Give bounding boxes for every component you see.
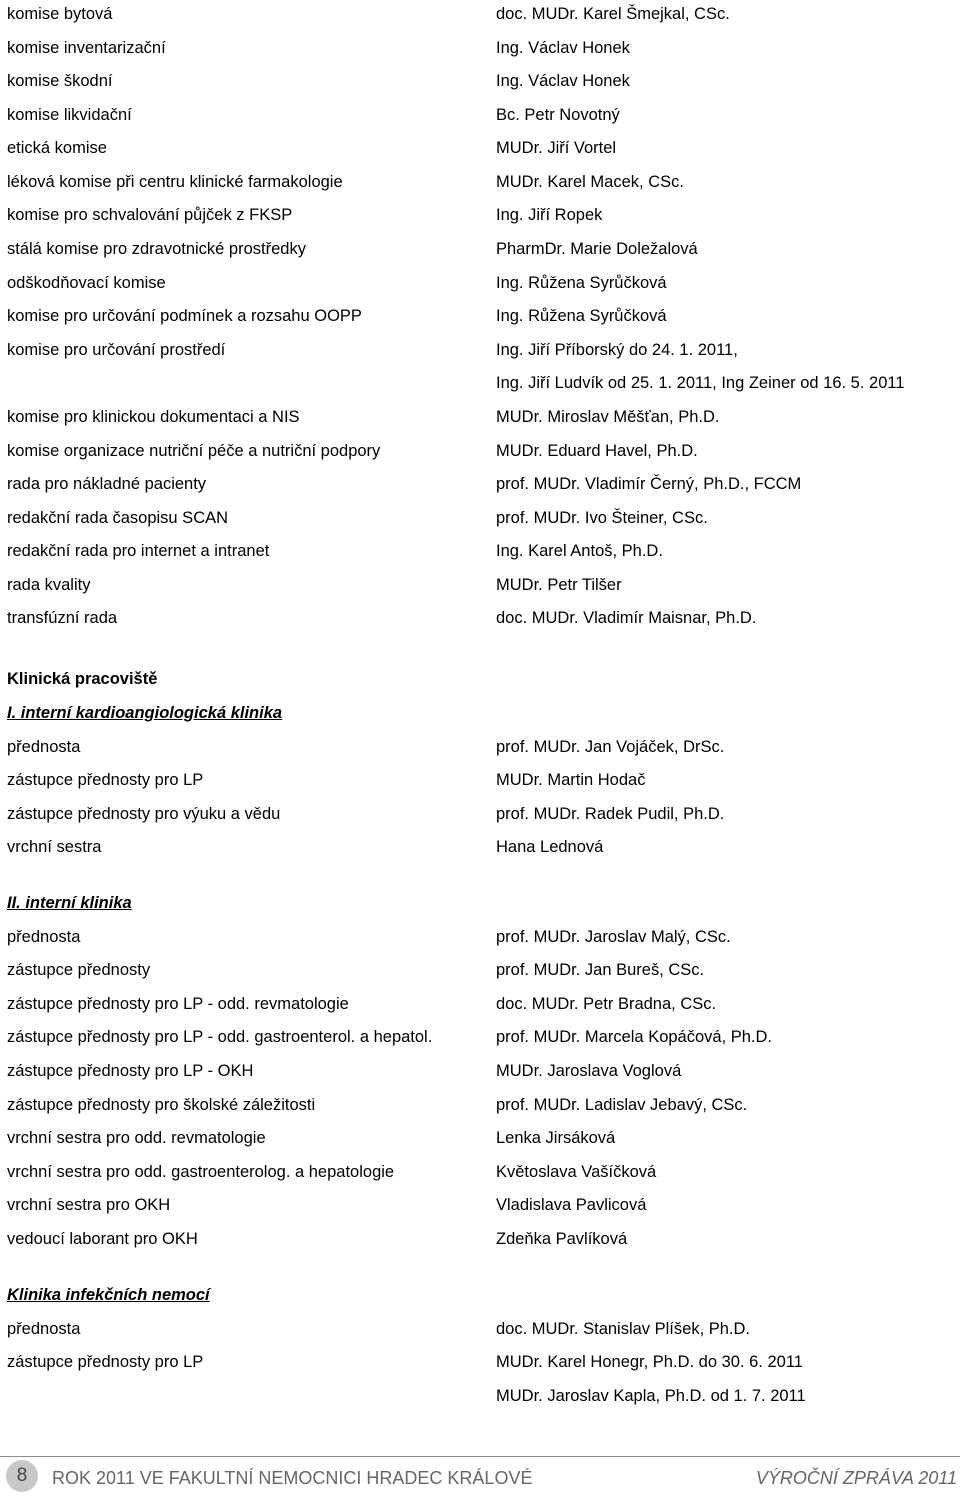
staff-row [7,1161,957,1183]
committee-name: komise bytová [7,5,113,23]
committee-row [7,305,957,327]
committee-person: MUDr. Petr Tilšer [496,576,622,594]
committee-person: doc. MUDr. Karel Šmejkal, CSc. [496,5,730,23]
committee-name: etická komise [7,139,107,157]
role-label: vrchní sestra pro odd. gastroenterolog. a hepatologie [7,1163,395,1181]
person-name: MUDr. Jaroslav Kapla, Ph.D. od 1. 7. 2011 [496,1387,806,1405]
person-name: Zdeňka Pavlíková [496,1230,628,1248]
person-name: MUDr. Martin Hodač [496,771,646,789]
committee-person: Ing. Jiří Příborský do 24. 1. 2011, [496,341,738,359]
committee-row [7,507,957,529]
staff-row [7,1228,957,1250]
committee-person: MUDr. Jiří Vortel [496,139,617,157]
staff-row [7,1060,957,1082]
committee-name: komise inventarizační [7,39,166,57]
staff-row [7,803,957,825]
person-name: Hana Lednová [496,838,604,856]
committee-person: Ing. Jiří Ludvík od 25. 1. 2011, Ing Zeiner od 16. 5. 2011 [496,374,905,392]
role-label: zástupce přednosty pro LP - odd. gastroenterol. a hepatol. [7,1028,433,1046]
committee-name: komise škodní [7,72,113,90]
person-name: Lenka Jirsáková [496,1129,616,1147]
person-name: MUDr. Karel Honegr, Ph.D. do 30. 6. 2011 [496,1353,803,1371]
footer-divider [0,1456,960,1457]
committee-row [7,3,957,25]
committee-row [7,137,957,159]
committee-row [7,204,957,226]
committee-row [7,37,957,59]
committee-row [7,70,957,92]
committee-person: Bc. Petr Novotný [496,106,620,124]
person-name: MUDr. Jaroslava Voglová [496,1062,682,1080]
role-label: přednosta [7,928,81,946]
staff-row [7,736,957,758]
committee-row [7,171,957,193]
clinic-title: Klinika infekčních nemocí [7,1286,210,1304]
role-label: zástupce přednosty pro LP - odd. revmatologie [7,995,349,1013]
committee-row [7,406,957,428]
staff-row [7,959,957,981]
role-label: vedoucí laborant pro OKH [7,1230,198,1248]
committee-person: prof. MUDr. Vladimír Černý, Ph.D., FCCM [496,475,802,493]
committee-name: transfúzní rada [7,609,118,627]
staff-row [7,1194,957,1216]
person-name: Vladislava Pavlicová [496,1196,647,1214]
page-footer [0,1442,960,1498]
committee-name: léková komise při centru klinické farmakologie [7,173,343,191]
committee-person: MUDr. Eduard Havel, Ph.D. [496,442,698,460]
staff-row [7,769,957,791]
committee-row [7,339,957,361]
staff-row [7,926,957,948]
committee-name: komise pro schvalování půjček z FKSP [7,206,293,224]
clinic-title: II. interní klinika [7,894,132,912]
footer-left-text: ROK 2011 VE FAKULTNÍ NEMOCNICI HRADEC KRÁLOVÉ [52,1468,533,1488]
person-name: prof. MUDr. Radek Pudil, Ph.D. [496,805,725,823]
committee-row [7,238,957,260]
committee-person: Ing. Jiří Ropek [496,206,603,224]
committee-person: Ing. Karel Antoš, Ph.D. [496,542,663,560]
committee-row [7,540,957,562]
role-label: vrchní sestra [7,838,102,856]
committee-row [7,607,957,629]
committee-row [7,473,957,495]
committee-name: komise pro určování prostředí [7,341,226,359]
committee-name: odškodňovací komise [7,274,166,292]
committee-row [7,104,957,126]
person-name: prof. MUDr. Jan Bureš, CSc. [496,961,705,979]
footer-right-text: VÝROČNÍ ZPRÁVA 2011 [755,1468,957,1488]
role-label: zástupce přednosty pro LP - OKH [7,1062,254,1080]
role-label: zástupce přednosty [7,961,151,979]
committee-person: doc. MUDr. Vladimír Maisnar, Ph.D. [496,609,757,627]
clinic-title: I. interní kardioangiologická klinika [7,704,283,722]
person-name: prof. MUDr. Jan Vojáček, DrSc. [496,738,725,756]
person-name: Květoslava Vašíčková [496,1163,657,1181]
role-label: zástupce přednosty pro LP [7,1353,204,1371]
staff-row [7,1026,957,1048]
staff-row [7,1127,957,1149]
staff-row [7,1318,957,1340]
role-label: vrchní sestra pro odd. revmatologie [7,1129,266,1147]
committee-person: prof. MUDr. Ivo Šteiner, CSc. [496,509,708,527]
committee-row [7,372,957,394]
person-name: prof. MUDr. Ladislav Jebavý, CSc. [496,1096,748,1114]
role-label: zástupce přednosty pro výuku a vědu [7,805,281,823]
staff-row [7,993,957,1015]
section-title: Klinická pracoviště [7,670,158,688]
person-name: prof. MUDr. Jaroslav Malý, CSc. [496,928,731,946]
committee-person: PharmDr. Marie Doležalová [496,240,698,258]
committee-name: komise pro určování podmínek a rozsahu OOPP [7,307,362,325]
role-label: zástupce přednosty pro LP [7,771,204,789]
staff-row [7,1385,957,1407]
committee-person: MUDr. Karel Macek, CSc. [496,173,684,191]
committee-name: komise likvidační [7,106,132,124]
staff-row [7,836,957,858]
committee-name: rada pro nákladné pacienty [7,475,207,493]
committee-person: Ing. Růžena Syrůčková [496,307,667,325]
staff-row [7,1094,957,1116]
committee-name: rada kvality [7,576,91,594]
role-label: vrchní sestra pro OKH [7,1196,171,1214]
committee-person: MUDr. Miroslav Měšťan, Ph.D. [496,408,720,426]
page-number-badge: 8 [6,1460,38,1492]
committee-row [7,272,957,294]
committee-name: redakční rada pro internet a intranet [7,542,270,560]
committee-row [7,574,957,596]
staff-row [7,1351,957,1373]
role-label: přednosta [7,738,81,756]
person-name: doc. MUDr. Stanislav Plíšek, Ph.D. [496,1320,751,1338]
committee-name: komise pro klinickou dokumentaci a NIS [7,408,300,426]
committee-row [7,440,957,462]
person-name: doc. MUDr. Petr Bradna, CSc. [496,995,717,1013]
committee-name: redakční rada časopisu SCAN [7,509,229,527]
role-label: přednosta [7,1320,81,1338]
committee-person: Ing. Václav Honek [496,39,630,57]
committee-name: stálá komise pro zdravotnické prostředky [7,240,306,258]
committee-person: Ing. Václav Honek [496,72,630,90]
committee-person: Ing. Růžena Syrůčková [496,274,667,292]
person-name: prof. MUDr. Marcela Kopáčová, Ph.D. [496,1028,773,1046]
committee-name: komise organizace nutriční péče a nutriční podpory [7,442,381,460]
role-label: zástupce přednosty pro školské záležitosti [7,1096,316,1114]
